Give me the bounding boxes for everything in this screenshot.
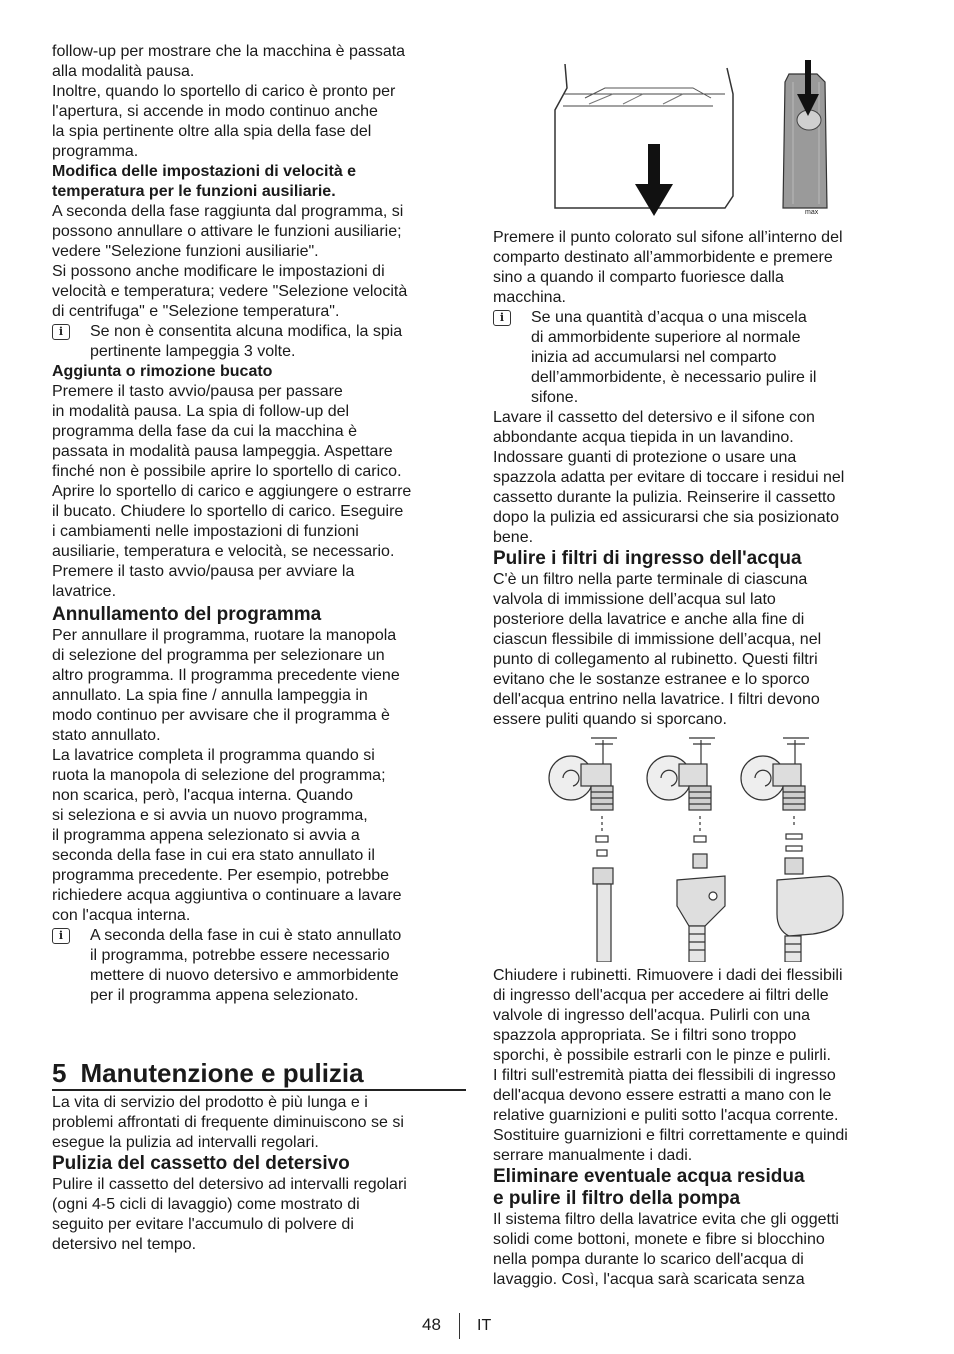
text-line: bene.	[493, 529, 534, 546]
text-line: Premere il tasto avvio/pausa per avviare la	[52, 563, 355, 580]
text-line: lavatrice.	[52, 583, 117, 600]
text-line: problemi affrontati di frequente diminuiscono se si	[52, 1114, 404, 1131]
text-line: follow-up per mostrare che la macchina è passata	[52, 43, 406, 60]
chapter-title: Manutenzione e pulizia	[80, 1058, 364, 1088]
text-line: Per annullare il programma, ruotare la manopola	[52, 627, 397, 644]
text-line: spazzola adatta per evitare di toccare i residui nel	[493, 469, 845, 486]
text-line: con l'acqua interna.	[52, 907, 191, 924]
text-line: Si possono anche modificare le impostazioni di	[52, 263, 385, 280]
text-line: programma precedente. Per esempio, potrebbe	[52, 867, 390, 884]
text-line: temperatura per le funzioni ausiliarie.	[52, 183, 336, 200]
text-line: I filtri sull'estremità piatta dei flessibili di ingresso	[493, 1067, 836, 1084]
cancel-program-note	[52, 926, 466, 1006]
text-line: finché non è possibile aprire lo sportello di carico.	[52, 463, 402, 480]
text-line: di ingresso dell'acqua per accedere ai filtri delle	[493, 987, 829, 1004]
siphon-note-text	[531, 308, 903, 408]
text-line: di selezione del programma per selezionare un	[52, 647, 385, 664]
cancel-program-heading: Annullamento del programma	[52, 604, 322, 625]
speed-temp-heading	[52, 162, 466, 202]
text-line: Chiudere i rubinetti. Rimuovere i dadi dei flessibili	[493, 967, 843, 984]
tap-filters-figure	[493, 730, 903, 962]
text-line: di centrifuga" e "Selezione temperatura".	[52, 303, 340, 320]
text-line: nella pompa durante lo scarico dell'acqua di	[493, 1251, 804, 1268]
text-line: e pulire il filtro della pompa	[493, 1188, 741, 1209]
tap-filter-unit	[549, 738, 843, 962]
language-code: IT	[477, 1317, 492, 1334]
text-line: detersivo nel tempo.	[52, 1236, 197, 1253]
text-line: comparto destinato all’ammorbidente e premere	[493, 249, 833, 266]
text-line: i cambiamenti nelle impostazioni di funzioni	[52, 523, 359, 540]
text-line: esegue la pulizia ad intervalli regolari.	[52, 1134, 319, 1151]
text-line: dell’ammorbidente, è necessario pulire il	[531, 369, 817, 386]
speed-temp-paragraph	[52, 202, 466, 322]
text-line: essere puliti quando si sporcano.	[493, 711, 727, 728]
text-line: solidi come bottoni, monete e fibre si blocchino	[493, 1231, 825, 1248]
text-line: mettere di nuovo detersivo e ammorbidente	[90, 967, 399, 984]
text-line: (ogni 4-5 cicli di lavaggio) come mostrato di	[52, 1196, 360, 1213]
text-line: La vita di servizio del prodotto è più lunga e i	[52, 1094, 368, 1111]
text-line: il programma, potrebbe essere necessario	[90, 947, 390, 964]
text-line: valvole di ingresso dell'acqua. Pulirli con una	[493, 1007, 811, 1024]
text-line: Indossare guanti di protezione o usare una	[493, 449, 797, 466]
intro-paragraph	[52, 42, 466, 162]
siphon-note	[493, 308, 903, 408]
chapter-number: 5	[52, 1058, 67, 1088]
text-line: il programma appena selezionato si avvia a	[52, 827, 360, 844]
text-line: di ammorbidente superiore al normale	[531, 329, 801, 346]
inlet-filters-heading: Pulire i filtri di ingresso dell'acqua	[493, 548, 802, 569]
footer-divider	[459, 1313, 460, 1339]
text-line: ausiliarie, temperatura e velocità, se necessario.	[52, 543, 395, 560]
text-line: ruota la manopola di selezione del programma;	[52, 767, 386, 784]
info-icon: i	[493, 310, 511, 326]
text-line: sino a quando il comparto fuoriesce dalla	[493, 269, 784, 286]
text-line: Lavare il cassetto del detersivo e il sifone con	[493, 409, 815, 426]
text-line: si seleziona e si avvia un nuovo programma,	[52, 807, 368, 824]
text-line: dopo la pulizia ed assicurarsi che sia posizionato	[493, 509, 839, 526]
text-line: punto di collegamento al rubinetto. Questi filtri	[493, 651, 818, 668]
text-line: Premere il punto colorato sul sifone all’interno del	[493, 229, 843, 246]
chapter-intro-paragraph	[52, 1093, 466, 1153]
pump-filter-heading	[493, 1166, 903, 1210]
text-line: Se una quantità d’acqua o una miscela	[531, 309, 807, 326]
text-line: Inoltre, quando lo sportello di carico è pronto per	[52, 83, 396, 100]
close-taps-paragraph	[493, 966, 903, 1166]
drawer-cleaning-heading: Pulizia del cassetto del detersivo	[52, 1153, 350, 1174]
text-line: Eliminare eventuale acqua residua	[493, 1166, 805, 1187]
page-number: 48	[422, 1315, 441, 1334]
text-line: Aprire lo sportello di carico e aggiungere o estrarre	[52, 483, 412, 500]
text-line: A seconda della fase in cui è stato annullato	[90, 927, 402, 944]
add-laundry-paragraph	[52, 382, 466, 602]
text-line: evitano che le sostanze estranee e lo sporco	[493, 671, 810, 688]
text-line: richiedere acqua aggiuntiva o continuare a lavare	[52, 887, 402, 904]
text-line: velocità e temperatura; vedere "Selezione velocità	[52, 283, 408, 300]
text-line: dell'acqua devono essere estratti a mano con le	[493, 1087, 832, 1104]
add-laundry-heading: Aggiunta o rimozione bucato	[52, 363, 273, 380]
text-line: ciascun flessibile di immissione dell’acqua, nel	[493, 631, 822, 648]
text-line: sporchi, è possibile estrarli con le pinze e pulirli.	[493, 1047, 831, 1064]
text-line: passata in modalità pausa lampeggia. Aspettare	[52, 443, 393, 460]
text-line: alla modalità pausa.	[52, 63, 195, 80]
text-line: La lavatrice completa il programma quando si	[52, 747, 375, 764]
siphon-paragraph	[493, 228, 903, 308]
speed-temp-note-text	[90, 322, 466, 362]
info-icon: i	[52, 324, 70, 340]
max-label: max	[805, 209, 819, 216]
text-line: annullato. La spia fine / annulla lampeggia in	[52, 687, 368, 704]
page-footer	[0, 1313, 954, 1343]
text-line: pertinente lampeggia 3 volte.	[90, 343, 296, 360]
text-line: il bucato. Chiudere lo sportello di carico. Eseguire	[52, 503, 404, 520]
cancel-program-note-text	[90, 926, 466, 1006]
text-line: stato annullato.	[52, 727, 161, 744]
text-line: programma.	[52, 143, 139, 160]
text-line: inizia ad accumularsi nel comparto	[531, 349, 777, 366]
text-line: serrare manualmente i dadi.	[493, 1147, 693, 1164]
text-line: vedere "Selezione funzioni ausiliarie".	[52, 243, 319, 260]
text-line: spazzola appropriata. Se i filtri sono troppo	[493, 1027, 797, 1044]
text-line: A seconda della fase raggiunta dal programma, si	[52, 203, 404, 220]
text-line: dell'acqua entrino nella lavatrice. I filtri devono	[493, 691, 820, 708]
text-line: Sostituire guarnizioni e filtri correttamente e quindi	[493, 1127, 848, 1144]
text-line: Modifica delle impostazioni di velocità e	[52, 163, 357, 180]
text-line: la spia pertinente oltre alla spia della fase del	[52, 123, 372, 140]
text-line: seconda della fase in cui era stato annullato il	[52, 847, 375, 864]
right-column	[493, 58, 903, 1290]
text-line: Se non è consentita alcuna modifica, la spia	[90, 323, 403, 340]
text-line: valvola di immissione dell’acqua sul lato	[493, 591, 776, 608]
pump-filter-paragraph	[493, 1210, 903, 1290]
text-line: non scarica, però, l'acqua interna. Quando	[52, 787, 354, 804]
text-line: possono annullare o attivare le funzioni ausiliarie;	[52, 223, 402, 240]
text-line: Premere il tasto avvio/pausa per passare	[52, 383, 343, 400]
text-line: modo continuo per avvisare che il programma è	[52, 707, 390, 724]
speed-temp-note	[52, 322, 466, 362]
text-line: Il sistema filtro della lavatrice evita che gli oggetti	[493, 1211, 839, 1228]
wash-paragraph	[493, 408, 903, 548]
text-line: altro programma. Il programma precedente viene	[52, 667, 400, 684]
text-line: cassetto durante la pulizia. Reinserire il cassetto	[493, 489, 836, 506]
cancel-program-paragraph	[52, 626, 466, 926]
drawer-cleaning-paragraph	[52, 1175, 466, 1255]
text-line: sifone.	[531, 389, 579, 406]
text-line: C'è un filtro nella parte terminale di ciascuna	[493, 571, 808, 588]
text-line: relative guarnizioni e puliti sotto l'acqua corrente.	[493, 1107, 839, 1124]
text-line: lavaggio. Così, l'acqua sarà scaricata senza	[493, 1271, 805, 1288]
text-line: macchina.	[493, 289, 566, 306]
text-line: Pulire il cassetto del detersivo ad intervalli regolari	[52, 1176, 407, 1193]
text-line: l'apertura, si accende in modo continuo anche	[52, 103, 378, 120]
text-line: per il programma appena selezionato.	[90, 987, 359, 1004]
text-line: programma della fase da cui la macchina è	[52, 423, 358, 440]
text-line: abbondante acqua tiepida in un lavandino.	[493, 429, 794, 446]
info-icon: i	[52, 928, 70, 944]
text-line: seguito per evitare l'accumulo di polvere di	[52, 1216, 354, 1233]
inlet-filters-paragraph	[493, 570, 903, 730]
text-line: posteriore della lavatrice e anche alla fine di	[493, 611, 805, 628]
detergent-drawer-figure	[493, 58, 903, 222]
chapter-heading	[52, 1058, 466, 1091]
text-line: in modalità pausa. La spia di follow-up del	[52, 403, 350, 420]
left-column	[52, 42, 466, 1255]
